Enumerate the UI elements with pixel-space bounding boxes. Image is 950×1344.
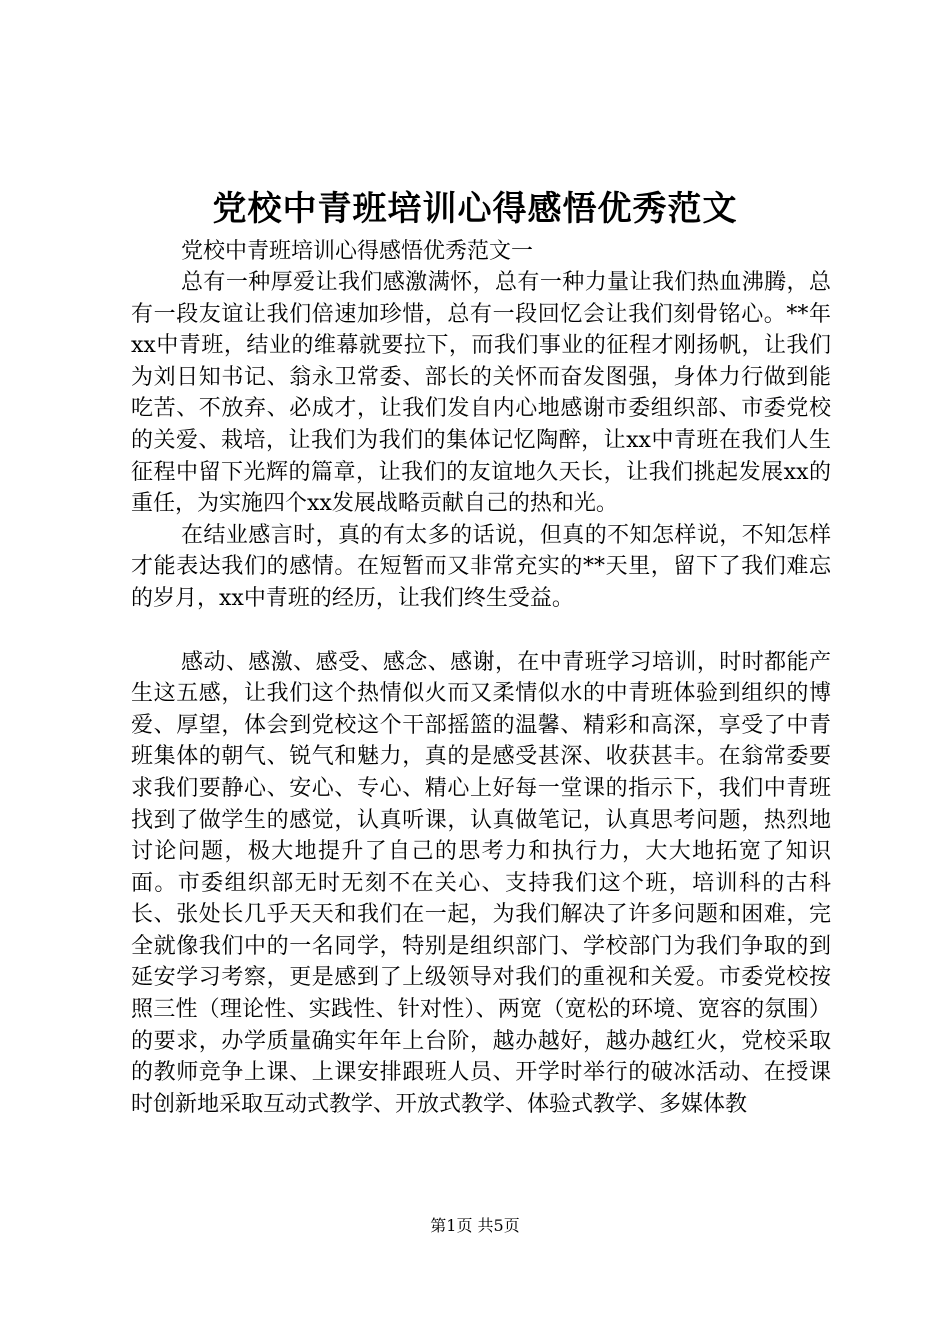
paragraph-3: 感动、感激、感受、感念、感谢，在中青班学习培训，时时都能产生这五感，让我们这个热情似火而又柔情似水的中青班体验到组织的博爱、厚望，体会到党校这个干部摇篮的温馨、精彩和高深，享受了中青班集体的朝气、锐气和魅力，真的是感受甚深、收获甚丰。在翁常委要求我们要静心、安心、专心、精心上好每一堂课的指示下，我们中青班找到了做学生的感觉，认真听课，认真做笔记，认真思考问题，热烈地讨论问题，极大地提升了自己的思考力和执行力，大大地拓宽了知识面。市委组织部无时无刻不在关心、支持我们这个班，培训科的古科长、张处长几乎天天和我们在一起，为我们解决了许多问题和困难，完全就像我们中的一名同学，特别是组织部门、学校部门为我们争取的到延安学习考察，更是感到了上级领导对我们的重视和关爱。市委党校按照三性（理论性、实践性、针对性）、两宽（宽松的环境、宽容的氛围）的要求，办学质量确实年年上台阶，越办越好，越办越红火，党校采取的教师竞争上课、上课安排跟班人员、开学时举行的破冰活动、在授课时创新地采取互动式教学、开放式教学、体验式教学、多媒体教 (131, 649, 831, 1117)
document-title: 党校中青班培训心得感悟优秀范文 (212, 189, 738, 229)
paragraph-2: 在结业感言时，真的有太多的话说，但真的不知怎样说，不知怎样才能表达我们的感情。在短暂而又非常充实的**天里，留下了我们难忘的岁月，xx中青班的经历，让我们终生受益。 (131, 522, 831, 611)
page-footer: 第1页 共5页 (430, 1216, 520, 1235)
document-body (131, 236, 831, 1120)
section-subheading: 党校中青班培训心得感悟优秀范文一 (181, 239, 534, 264)
paragraph-spacer (131, 615, 831, 647)
paragraph-1: 总有一种厚爱让我们感激满怀，总有一种力量让我们热血沸腾，总有一段友谊让我们倍速加珍惜，总有一段回忆会让我们刻骨铭心。**年xx中青班，结业的维幕就要拉下，而我们事业的征程才刚扬帆，让我们为刘日知书记、翁永卫常委、部长的关怀而奋发图强，身体力行做到能吃苦、不放弃、必成才，让我们发自内心地感谢市委组织部、市委党校的关爱、栽培，让我们为我们的集体记忆陶醉，让xx中青班在我们人生征程中留下光辉的篇章，让我们的友谊地久天长，让我们挑起发展xx的重任，为实施四个xx发展战略贡献自己的热和光。 (131, 270, 831, 517)
